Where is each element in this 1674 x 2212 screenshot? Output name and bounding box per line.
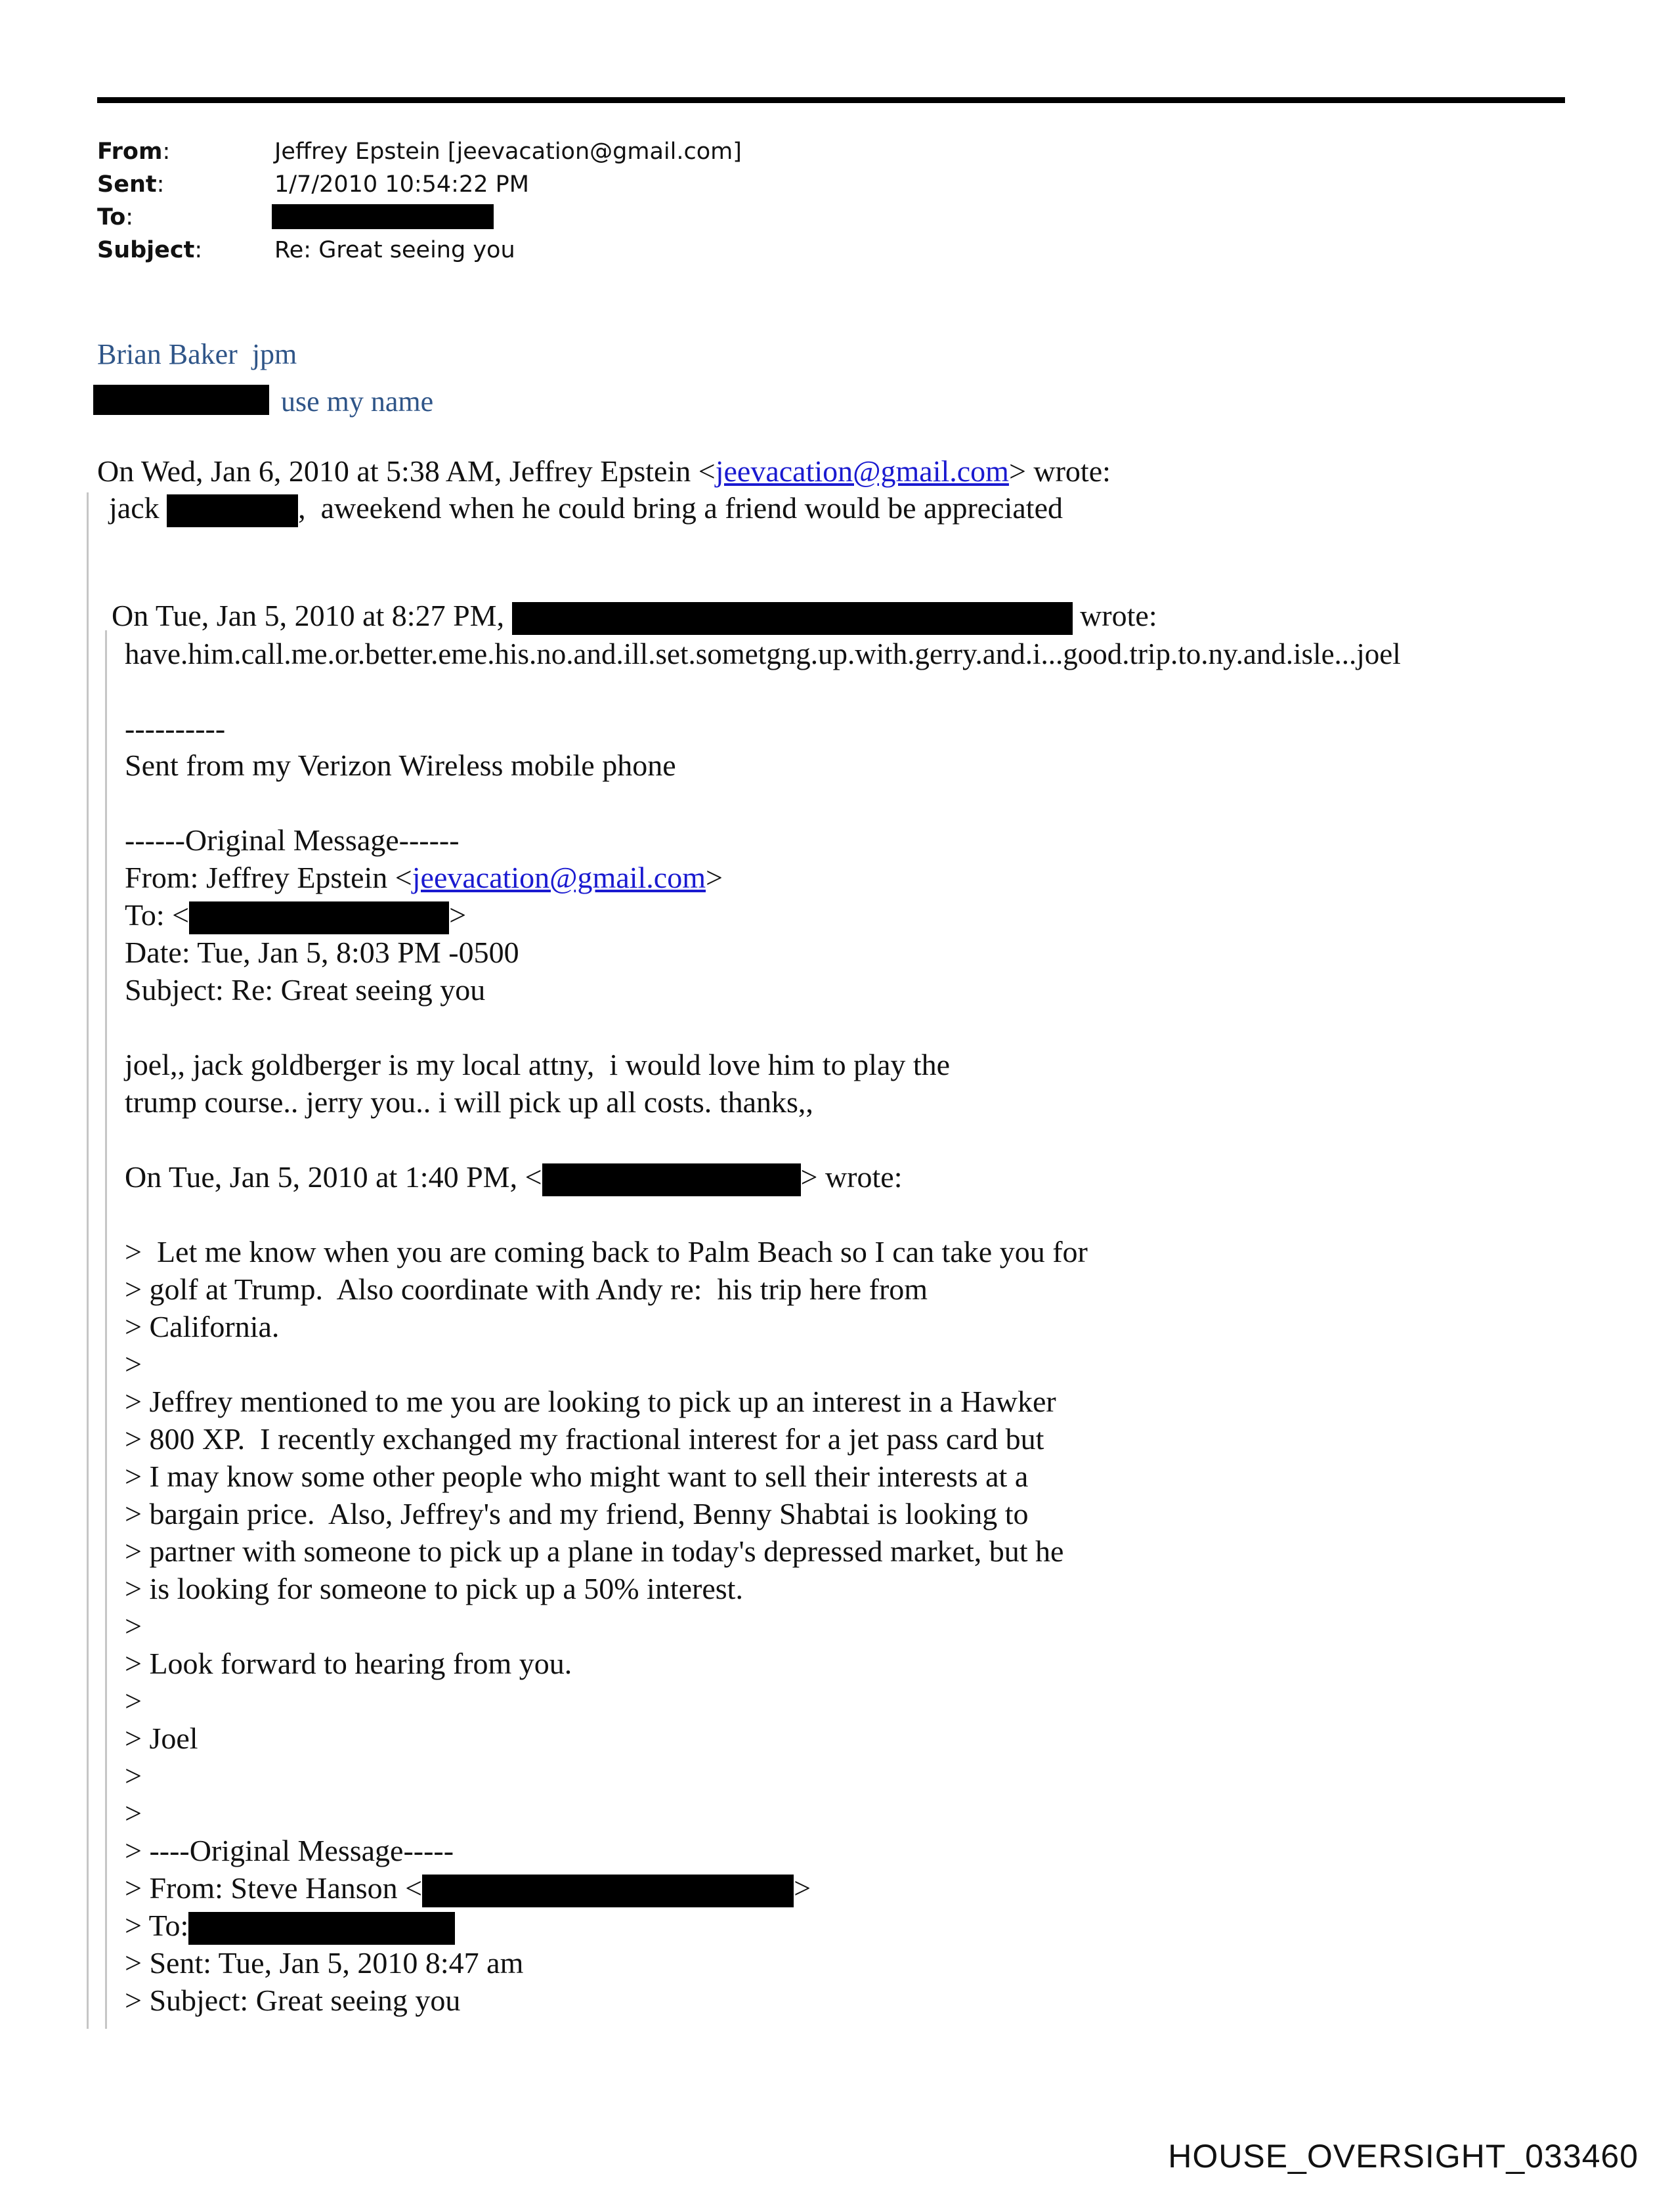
message-jack: jack , aweekend when he could bring a friend would be appreciated: [109, 490, 1063, 527]
subject-label: Subject:: [97, 237, 203, 263]
original-to: To: < >: [125, 897, 466, 934]
quoted-line: > Look forward to hearing from you.: [125, 1647, 572, 1680]
header-rule: [97, 97, 1565, 103]
quoted-line: > 800 XP. I recently exchanged my fractional interest for a jet pass card but: [125, 1422, 1044, 1456]
quoted-line: > Joel: [125, 1722, 198, 1755]
quoted-line: > partner with someone to pick up a plane in today's depressed market, but he: [125, 1534, 1064, 1568]
subject-value: Re: Great seeing you: [274, 237, 515, 263]
redaction-block: [542, 1163, 801, 1196]
quote-bar: [87, 492, 89, 2029]
original-subject: Subject: Re: Great seeing you: [125, 973, 486, 1007]
reply-line-2: use my name: [281, 385, 434, 418]
quoted-line: > golf at Trump. Also coordinate with Andy re: his trip here from: [125, 1272, 928, 1306]
signature-sent-from: Sent from my Verizon Wireless mobile phone: [125, 748, 676, 782]
redaction-block: [272, 204, 494, 229]
quoted-line: > ----Original Message-----: [125, 1834, 454, 1867]
quoted-line: >: [125, 1796, 142, 1830]
quoted-to: > To:: [125, 1907, 455, 1945]
quoted-line: > I may know some other people who might want to sell their interests at a: [125, 1460, 1029, 1493]
original-message-divider: ------Original Message------: [125, 823, 460, 857]
quote-header-wed: On Wed, Jan 6, 2010 at 5:38 AM, Jeffrey Epstein <jeevacation@gmail.com> wrote:: [97, 454, 1111, 488]
quoted-line: >: [125, 1609, 142, 1643]
reply-line-1: Brian Baker jpm: [97, 338, 297, 370]
quoted-sent: > Sent: Tue, Jan 5, 2010 8:47 am: [125, 1946, 524, 1980]
original-date: Date: Tue, Jan 5, 8:03 PM -0500: [125, 936, 519, 969]
quoted-line: >: [125, 1347, 142, 1381]
quoted-subject: > Subject: Great seeing you: [125, 1984, 461, 2017]
from-value: Jeffrey Epstein [jeevacation@gmail.com]: [274, 139, 742, 165]
quote-bar: [105, 630, 107, 2029]
sent-value: 1/7/2010 10:54:22 PM: [274, 171, 529, 198]
redaction-block: [188, 1912, 455, 1945]
signature-dashes: ----------: [125, 712, 226, 745]
quoted-from: > From: Steve Hanson < >: [125, 1870, 811, 1907]
email-link[interactable]: jeevacation@gmail.com: [715, 454, 1009, 488]
quoted-line: > is looking for someone to pick up a 50% interest.: [125, 1572, 743, 1605]
quoted-line: > Let me know when you are coming back to Palm Beach so I can take you for: [125, 1235, 1088, 1269]
redaction-block: [512, 602, 1073, 635]
body-line-1: joel,, jack goldberger is my local attny, i would love him to play the: [125, 1048, 951, 1081]
quote-header-tue: On Tue, Jan 5, 2010 at 8:27 PM, wrote:: [112, 597, 1157, 635]
quoted-line: >: [125, 1759, 142, 1792]
email-link[interactable]: jeevacation@gmail.com: [412, 861, 706, 894]
redaction-block: [167, 494, 298, 527]
sent-label: Sent:: [97, 171, 165, 198]
bates-number: HOUSE_OVERSIGHT_033460: [1168, 2138, 1639, 2175]
redaction-block: [189, 901, 449, 934]
message-joel: have.him.call.me.or.better.eme.his.no.and.ill.set.sometgng.up.with.gerry.and.i...good.trip.to.ny.and.isle...joel: [125, 638, 1401, 670]
quoted-line: > Jeffrey mentioned to me you are looking to pick up an interest in a Hawker: [125, 1385, 1056, 1418]
body-line-2: trump course.. jerry you.. i will pick up all costs. thanks,,: [125, 1085, 813, 1119]
original-from: From: Jeffrey Epstein <jeevacation@gmail.com>: [125, 861, 723, 894]
redaction-block: [93, 385, 269, 415]
quote-header-tue-2: On Tue, Jan 5, 2010 at 1:40 PM, < > wrote:: [125, 1159, 902, 1196]
redaction-block: [422, 1875, 794, 1907]
quoted-line: > California.: [125, 1310, 280, 1343]
to-label: To:: [97, 204, 134, 230]
quoted-line: >: [125, 1684, 142, 1718]
quoted-line: > bargain price. Also, Jeffrey's and my friend, Benny Shabtai is looking to: [125, 1497, 1029, 1530]
from-label: From:: [97, 139, 171, 165]
